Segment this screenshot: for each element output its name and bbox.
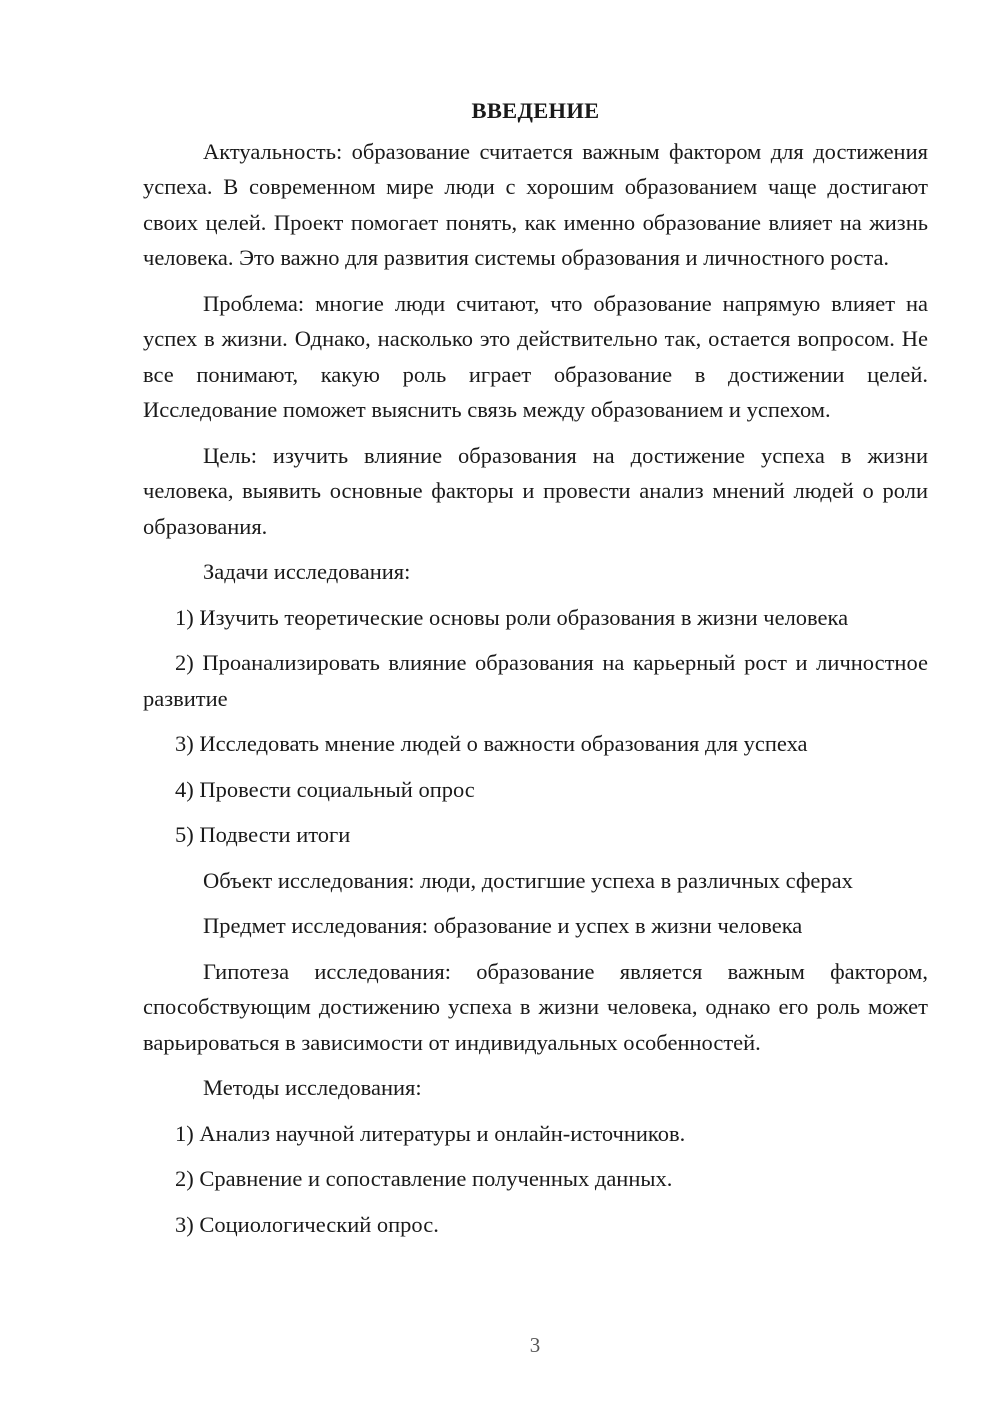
task-item-2: 2) Проанализировать влияние образования на карьерный рост и личностное развитие bbox=[143, 650, 928, 711]
document-body bbox=[143, 93, 928, 1252]
methods-heading: Методы исследования: bbox=[203, 1075, 422, 1100]
problem-paragraph: Проблема: многие люди считают, что образование напрямую влияет на успех в жизни. Однако, насколько это действительно так, остается вопросом. Не все понимают, какую роль играет образование в достижении целей. Исследование поможет выяснить связь между образованием и успехом. bbox=[143, 290, 928, 422]
method-item-1: 1) Анализ научной литературы и онлайн-источников. bbox=[175, 1120, 686, 1146]
task-item-1: 1) Изучить теоретические основы роли образования в жизни человека bbox=[175, 604, 849, 630]
hypothesis-paragraph: Гипотеза исследования: образование является важным фактором, способствующим достижению успеха в жизни человека, однако его роль может варьироваться в зависимости от индивидуальных особенностей. bbox=[143, 958, 928, 1055]
task-item-5: 5) Подвести итоги bbox=[175, 822, 351, 847]
page-number: 3 bbox=[529, 1333, 541, 1357]
task-item-4: 4) Провести социальный опрос bbox=[175, 776, 475, 802]
relevance-paragraph: Актуальность: образование считается важным фактором для достижения успеха. В современном мире люди с хорошим образованием чаще достигают своих целей. Проект помогает понять, как именно образование влияет на жизнь человека. Это важно для развития системы образования и личностного роста. bbox=[143, 138, 928, 270]
goal-paragraph: Цель: изучить влияние образования на достижение успеха в жизни человека, выявить основные факторы и провести анализ мнений людей о роли образования. bbox=[143, 442, 928, 539]
tasks-heading: Задачи исследования: bbox=[203, 559, 411, 584]
section-title: ВВЕДЕНИЕ bbox=[471, 98, 600, 123]
research-subject: Предмет исследования: образование и успех в жизни человека bbox=[203, 913, 803, 938]
task-item-3: 3) Исследовать мнение людей о важности образования для успеха bbox=[175, 731, 808, 756]
method-item-2: 2) Сравнение и сопоставление полученных данных. bbox=[175, 1166, 673, 1191]
method-item-3: 3) Социологический опрос. bbox=[175, 1211, 439, 1237]
research-object: Объект исследования: люди, достигшие успеха в различных сферах bbox=[203, 867, 853, 893]
